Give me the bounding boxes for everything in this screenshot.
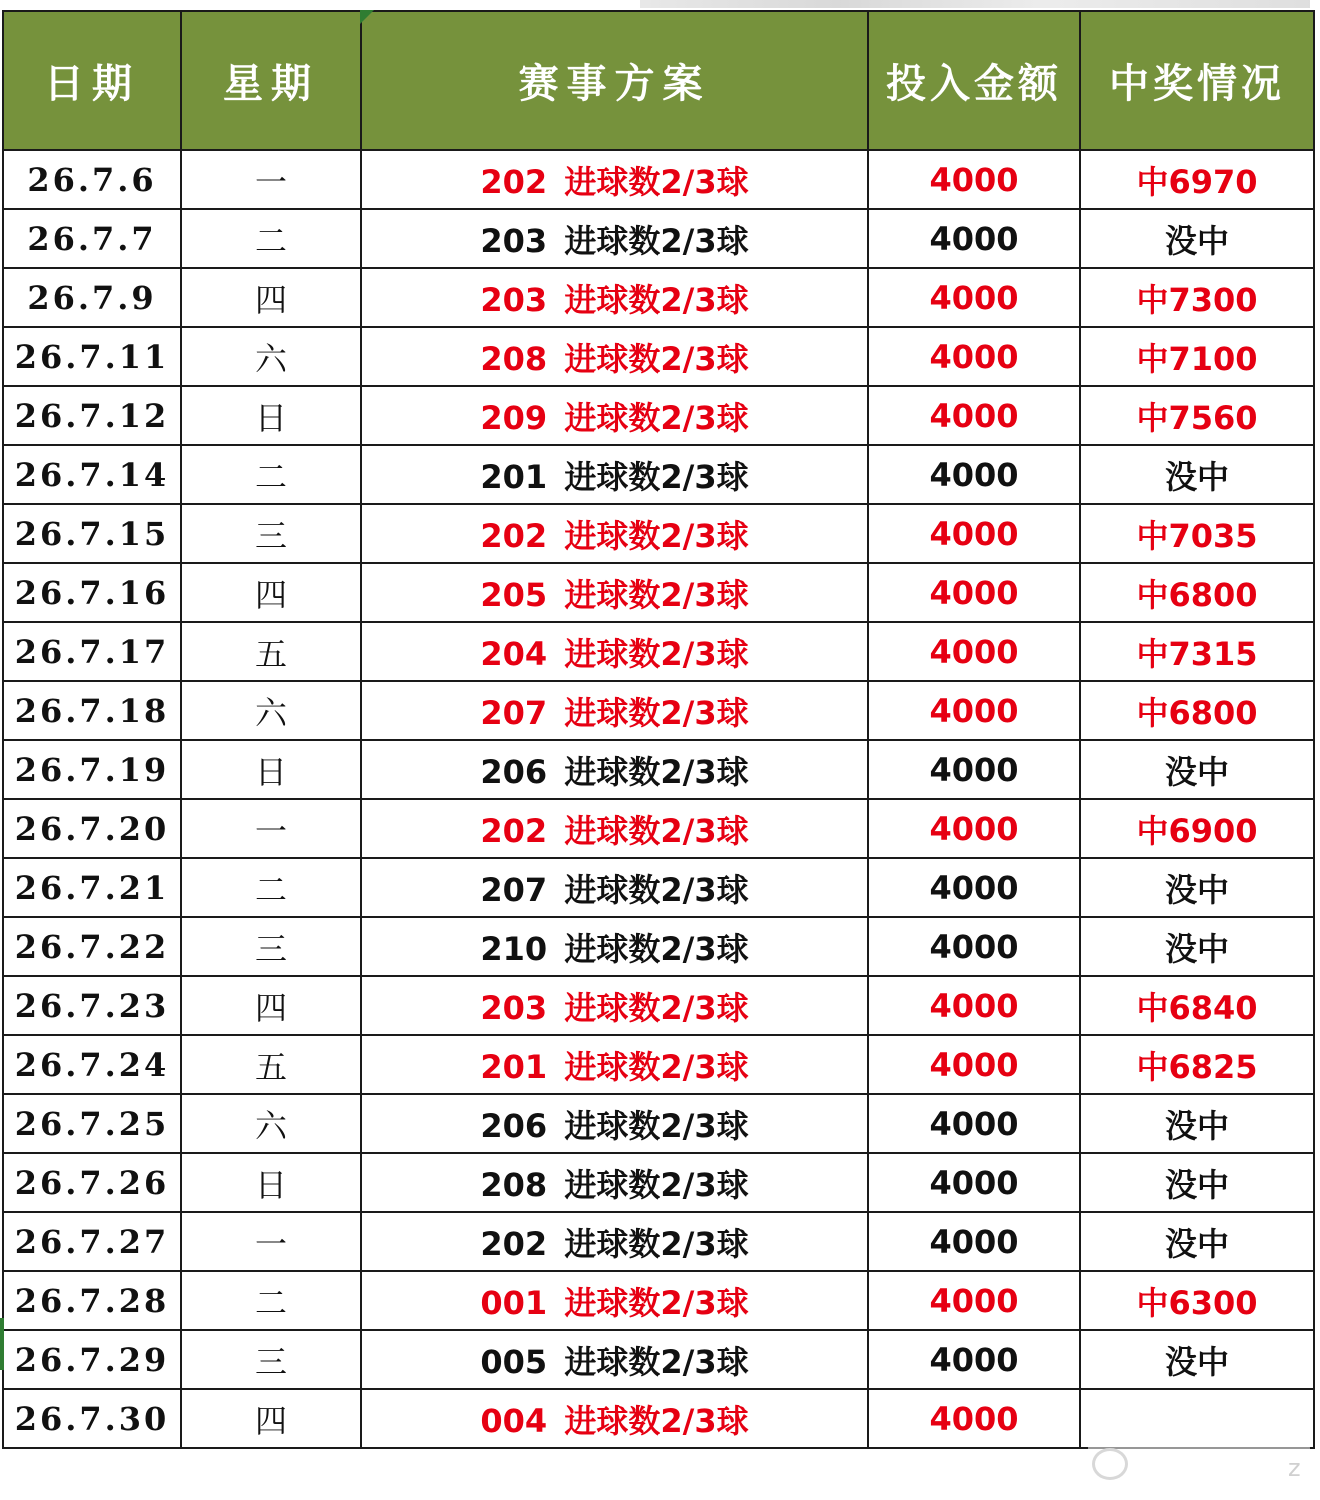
result-cell[interactable]: 没中 (1080, 445, 1314, 504)
result-cell[interactable]: 中7560 (1080, 386, 1314, 445)
plan-description: 进球数2/3球 (564, 339, 749, 378)
plan-cell[interactable] (361, 622, 868, 681)
plan-description: 进球数2/3球 (564, 1224, 749, 1263)
result-cell[interactable]: 没中 (1080, 209, 1314, 268)
table-row (3, 504, 1314, 563)
amount-cell[interactable]: 4000 (868, 268, 1080, 327)
plan-cell[interactable] (361, 150, 868, 209)
weekday-cell[interactable]: 三 (181, 504, 361, 563)
weekday-cell[interactable]: 二 (181, 445, 361, 504)
result-cell[interactable]: 中7100 (1080, 327, 1314, 386)
table-row (3, 858, 1314, 917)
plan-code: 209 (480, 398, 548, 437)
amount-cell[interactable]: 4000 (868, 1330, 1080, 1389)
plan-cell[interactable] (361, 1212, 868, 1271)
plan-description: 进球数2/3球 (564, 929, 749, 968)
result-cell[interactable]: 中6900 (1080, 799, 1314, 858)
table-row (3, 917, 1314, 976)
blurred-toolbar-remnant (640, 0, 1310, 8)
date-cell[interactable]: 26.7.20 (3, 799, 181, 858)
table-row (3, 327, 1314, 386)
plan-code: 208 (480, 339, 548, 378)
plan-code: 201 (480, 1047, 548, 1086)
plan-code: 201 (480, 457, 548, 496)
plan-cell[interactable] (361, 209, 868, 268)
plan-description: 进球数2/3球 (564, 457, 749, 496)
date-cell[interactable]: 26.7.7 (3, 209, 181, 268)
table-row (3, 622, 1314, 681)
plan-cell[interactable] (361, 681, 868, 740)
plan-cell[interactable] (361, 1330, 868, 1389)
plan-cell[interactable] (361, 799, 868, 858)
amount-cell[interactable]: 4000 (868, 1094, 1080, 1153)
plan-description: 进球数2/3球 (564, 516, 749, 555)
plan-cell[interactable] (361, 1271, 868, 1330)
plan-cell[interactable] (361, 976, 868, 1035)
date-cell[interactable]: 26.7.23 (3, 976, 181, 1035)
plan-description: 进球数2/3球 (564, 221, 749, 260)
table-row (3, 1212, 1314, 1271)
header-row (3, 11, 1314, 150)
weekday-cell[interactable]: 日 (181, 1153, 361, 1212)
header-date[interactable]: 日期 (3, 11, 181, 150)
weekday-cell[interactable]: 一 (181, 1212, 361, 1271)
weekday-cell[interactable]: 四 (181, 268, 361, 327)
date-cell[interactable]: 26.7.22 (3, 917, 181, 976)
table-row (3, 150, 1314, 209)
plan-description: 进球数2/3球 (564, 1342, 749, 1381)
table-row (3, 681, 1314, 740)
watermark-text: z (1288, 1454, 1301, 1482)
plan-description: 进球数2/3球 (564, 575, 749, 614)
table-row (3, 740, 1314, 799)
amount-cell[interactable]: 4000 (868, 976, 1080, 1035)
plan-cell[interactable] (361, 268, 868, 327)
plan-code: 005 (480, 1342, 548, 1381)
plan-description: 进球数2/3球 (564, 693, 749, 732)
chat-bubble-icon (1092, 1448, 1128, 1480)
weekday-cell[interactable]: 四 (181, 976, 361, 1035)
weekday-cell[interactable]: 三 (181, 917, 361, 976)
table-row (3, 1094, 1314, 1153)
table-row (3, 563, 1314, 622)
plan-description: 进球数2/3球 (564, 1165, 749, 1204)
plan-code: 001 (480, 1283, 548, 1322)
plan-description: 进球数2/3球 (564, 752, 749, 791)
plan-code: 004 (480, 1401, 548, 1440)
amount-cell[interactable]: 4000 (868, 622, 1080, 681)
plan-description: 进球数2/3球 (564, 634, 749, 673)
result-cell[interactable]: 中6840 (1080, 976, 1314, 1035)
plan-code: 203 (480, 221, 548, 260)
date-cell[interactable]: 26.7.6 (3, 150, 181, 209)
row-selection-marker (0, 1318, 4, 1370)
weekday-cell[interactable]: 四 (181, 563, 361, 622)
table-row (3, 1153, 1314, 1212)
weekday-cell[interactable]: 二 (181, 858, 361, 917)
date-cell[interactable]: 26.7.24 (3, 1035, 181, 1094)
amount-cell[interactable]: 4000 (868, 681, 1080, 740)
amount-cell[interactable]: 4000 (868, 1153, 1080, 1212)
date-cell[interactable]: 26.7.12 (3, 386, 181, 445)
result-cell[interactable]: 中7300 (1080, 268, 1314, 327)
plan-cell[interactable] (361, 1094, 868, 1153)
weekday-cell[interactable]: 五 (181, 1035, 361, 1094)
date-cell[interactable]: 26.7.9 (3, 268, 181, 327)
weekday-cell[interactable]: 一 (181, 799, 361, 858)
plan-code: 204 (480, 634, 548, 673)
amount-cell[interactable]: 4000 (868, 504, 1080, 563)
plan-code: 202 (480, 1224, 548, 1263)
amount-cell[interactable]: 4000 (868, 917, 1080, 976)
top-strip (0, 0, 1320, 10)
weekday-cell[interactable]: 四 (181, 1389, 361, 1448)
result-cell[interactable]: 没中 (1080, 1330, 1314, 1389)
date-cell[interactable]: 26.7.15 (3, 504, 181, 563)
weekday-cell[interactable]: 六 (181, 681, 361, 740)
result-cell[interactable]: 没中 (1080, 917, 1314, 976)
result-cell[interactable]: 中6825 (1080, 1035, 1314, 1094)
plan-code: 203 (480, 280, 548, 319)
table-row (3, 386, 1314, 445)
result-cell[interactable]: 没中 (1080, 858, 1314, 917)
plan-cell[interactable] (361, 1389, 868, 1448)
plan-code: 202 (480, 811, 548, 850)
weekday-cell[interactable]: 六 (181, 1094, 361, 1153)
table-row (3, 1035, 1314, 1094)
table-row (3, 1271, 1314, 1330)
table-row (3, 1330, 1314, 1389)
weekday-cell[interactable]: 三 (181, 1330, 361, 1389)
result-cell[interactable]: 没中 (1080, 1212, 1314, 1271)
table-row (3, 799, 1314, 858)
amount-cell[interactable]: 4000 (868, 740, 1080, 799)
amount-cell[interactable]: 4000 (868, 1389, 1080, 1448)
result-cell[interactable]: 没中 (1080, 740, 1314, 799)
amount-cell[interactable]: 4000 (868, 209, 1080, 268)
date-cell[interactable]: 26.7.17 (3, 622, 181, 681)
result-cell[interactable]: 中6800 (1080, 563, 1314, 622)
table-header (3, 11, 1314, 150)
header-result[interactable]: 中奖情况 (1080, 11, 1314, 150)
date-cell[interactable]: 26.7.25 (3, 1094, 181, 1153)
result-cell[interactable]: 中6300 (1080, 1271, 1314, 1330)
amount-cell[interactable]: 4000 (868, 386, 1080, 445)
result-cell[interactable]: 中7315 (1080, 622, 1314, 681)
plan-code: 207 (480, 870, 548, 909)
plan-description: 进球数2/3球 (564, 1401, 749, 1440)
plan-description: 进球数2/3球 (564, 1047, 749, 1086)
plan-cell[interactable] (361, 563, 868, 622)
date-cell[interactable]: 26.7.19 (3, 740, 181, 799)
plan-cell[interactable] (361, 1153, 868, 1212)
plan-code: 208 (480, 1165, 548, 1204)
date-cell[interactable]: 26.7.21 (3, 858, 181, 917)
plan-description: 进球数2/3球 (564, 280, 749, 319)
amount-cell[interactable]: 4000 (868, 1212, 1080, 1271)
header-weekday[interactable]: 星期 (181, 11, 361, 150)
plan-code: 210 (480, 929, 548, 968)
plan-cell[interactable] (361, 858, 868, 917)
weekday-cell[interactable]: 日 (181, 386, 361, 445)
table-row (3, 976, 1314, 1035)
weekday-cell[interactable]: 一 (181, 150, 361, 209)
weekday-cell[interactable]: 日 (181, 740, 361, 799)
plan-cell[interactable] (361, 386, 868, 445)
weekday-cell[interactable]: 二 (181, 1271, 361, 1330)
plan-description: 进球数2/3球 (564, 1106, 749, 1145)
plan-code: 206 (480, 752, 548, 791)
plan-description: 进球数2/3球 (564, 162, 749, 201)
plan-cell[interactable] (361, 445, 868, 504)
date-cell[interactable]: 26.7.30 (3, 1389, 181, 1448)
plan-cell[interactable] (361, 1035, 868, 1094)
amount-cell[interactable]: 4000 (868, 1271, 1080, 1330)
plan-description: 进球数2/3球 (564, 870, 749, 909)
watermark (1088, 1438, 1310, 1494)
plan-code: 203 (480, 988, 548, 1027)
amount-cell[interactable]: 4000 (868, 858, 1080, 917)
date-cell[interactable]: 26.7.26 (3, 1153, 181, 1212)
result-cell[interactable]: 中6970 (1080, 150, 1314, 209)
result-cell[interactable]: 中6800 (1080, 681, 1314, 740)
plan-description: 进球数2/3球 (564, 988, 749, 1027)
plan-cell[interactable] (361, 740, 868, 799)
table-row (3, 445, 1314, 504)
amount-cell[interactable]: 4000 (868, 445, 1080, 504)
plan-cell[interactable] (361, 327, 868, 386)
amount-cell[interactable]: 4000 (868, 327, 1080, 386)
plan-cell[interactable] (361, 917, 868, 976)
plan-description: 进球数2/3球 (564, 811, 749, 850)
date-cell[interactable]: 26.7.27 (3, 1212, 181, 1271)
amount-cell[interactable]: 4000 (868, 563, 1080, 622)
amount-cell[interactable]: 4000 (868, 799, 1080, 858)
plan-code: 202 (480, 162, 548, 201)
results-table (2, 10, 1315, 1449)
result-cell[interactable]: 没中 (1080, 1094, 1314, 1153)
table-row (3, 268, 1314, 327)
cell-comment-marker (360, 10, 374, 24)
header-plan[interactable]: 赛事方案 (361, 11, 868, 150)
weekday-cell[interactable]: 二 (181, 209, 361, 268)
plan-cell[interactable] (361, 504, 868, 563)
result-cell[interactable]: 没中 (1080, 1153, 1314, 1212)
amount-cell[interactable]: 4000 (868, 150, 1080, 209)
date-cell[interactable]: 26.7.29 (3, 1330, 181, 1389)
result-cell[interactable]: 中7035 (1080, 504, 1314, 563)
date-cell[interactable]: 26.7.14 (3, 445, 181, 504)
plan-code: 207 (480, 693, 548, 732)
header-amount[interactable]: 投入金额 (868, 11, 1080, 150)
plan-code: 202 (480, 516, 548, 555)
date-cell[interactable]: 26.7.18 (3, 681, 181, 740)
date-cell[interactable]: 26.7.28 (3, 1271, 181, 1330)
plan-code: 206 (480, 1106, 548, 1145)
date-cell[interactable]: 26.7.11 (3, 327, 181, 386)
amount-cell[interactable]: 4000 (868, 1035, 1080, 1094)
plan-description: 进球数2/3球 (564, 398, 749, 437)
table-body (3, 150, 1314, 1448)
weekday-cell[interactable]: 五 (181, 622, 361, 681)
date-cell[interactable]: 26.7.16 (3, 563, 181, 622)
plan-code: 205 (480, 575, 548, 614)
table-row (3, 209, 1314, 268)
weekday-cell[interactable]: 六 (181, 327, 361, 386)
plan-description: 进球数2/3球 (564, 1283, 749, 1322)
